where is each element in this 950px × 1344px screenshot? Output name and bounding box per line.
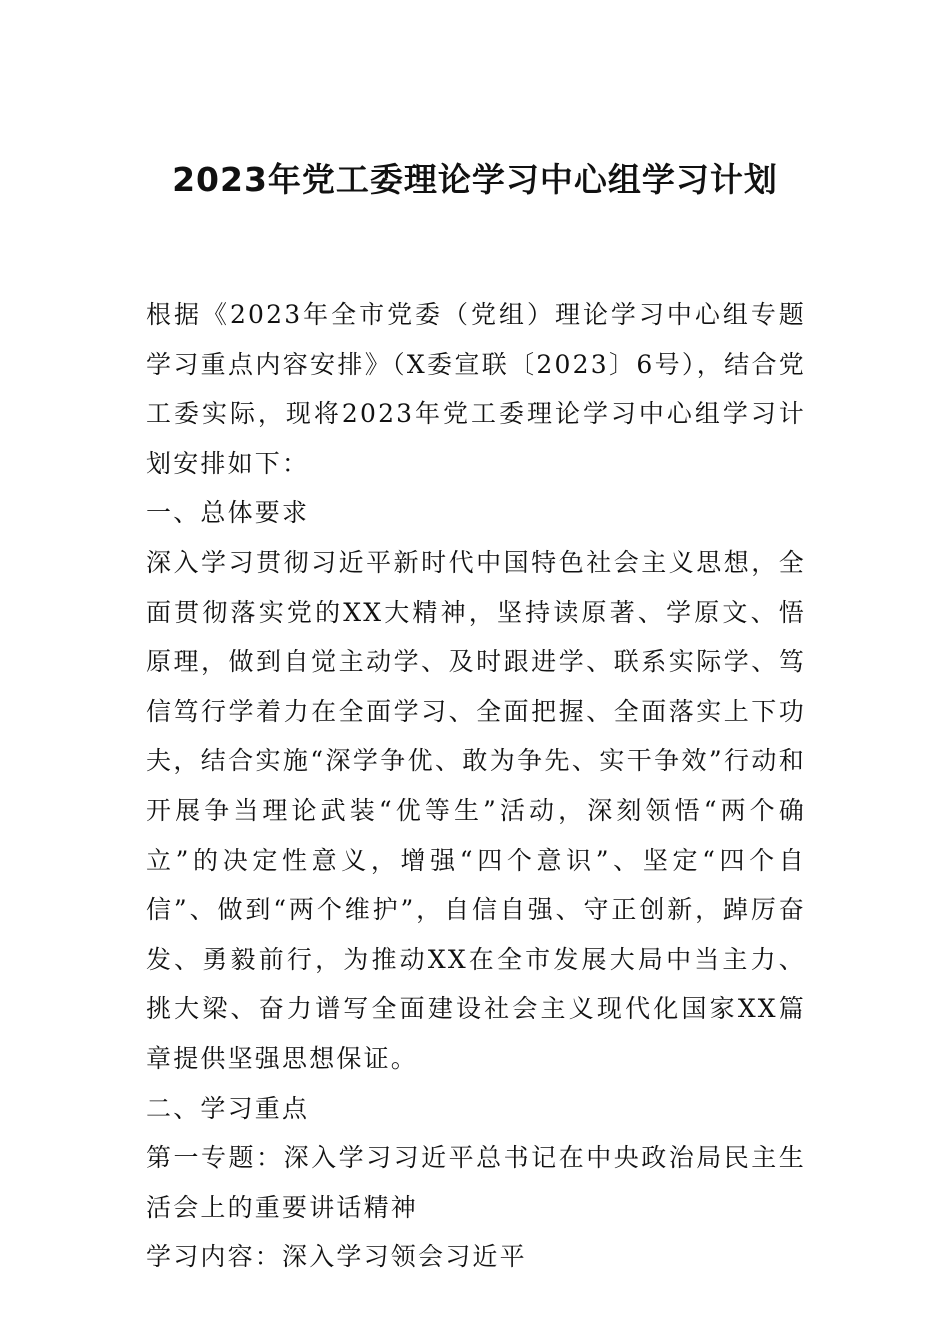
section-heading-general-requirements: 一、总体要求 [146, 498, 310, 528]
section-heading-study-focus: 二、学习重点 [146, 1093, 310, 1123]
general-requirements-paragraph: 深入学习贯彻习近平新时代中国特色社会主义思想，全面贯彻落实党的XX大精神，坚持读原著、学原文、悟原理，做到自觉主动学、及时跟进学、联系实际学、笃信笃行学着力在全面学习、全面把握、全面落实上下功夫，结合实施“深学争优、敢为争先、实干争效”行动和开展争当理论武装“优等生”活动，深刻领悟“两个确立”的决定性意义，增强“四个意识”、坚定“四个自信”、做到“两个维护”，自信自强、守正创新，踔厉奋发、勇毅前行，为推动XX在全市发展大局中当主力、挑大梁、奋力谱写全面建设社会主义现代化国家XX篇章提供坚强思想保证。 [146, 547, 806, 1073]
document-title: 2023年党工委理论学习中心组学习计划 [172, 160, 778, 199]
document-body [146, 290, 806, 1282]
intro-paragraph: 根据《2023年全市党委（党组）理论学习中心组专题学习重点内容安排》（X委宣联〔2023〕6号），结合党工委实际，现将2023年党工委理论学习中心组学习计划安排如下： [146, 300, 806, 478]
first-topic-paragraph: 第一专题：深入学习习近平总书记在中央政治局民主生活会上的重要讲话精神 [146, 1143, 806, 1222]
study-content-paragraph: 学习内容：深入学习领会习近平 [146, 1242, 527, 1272]
